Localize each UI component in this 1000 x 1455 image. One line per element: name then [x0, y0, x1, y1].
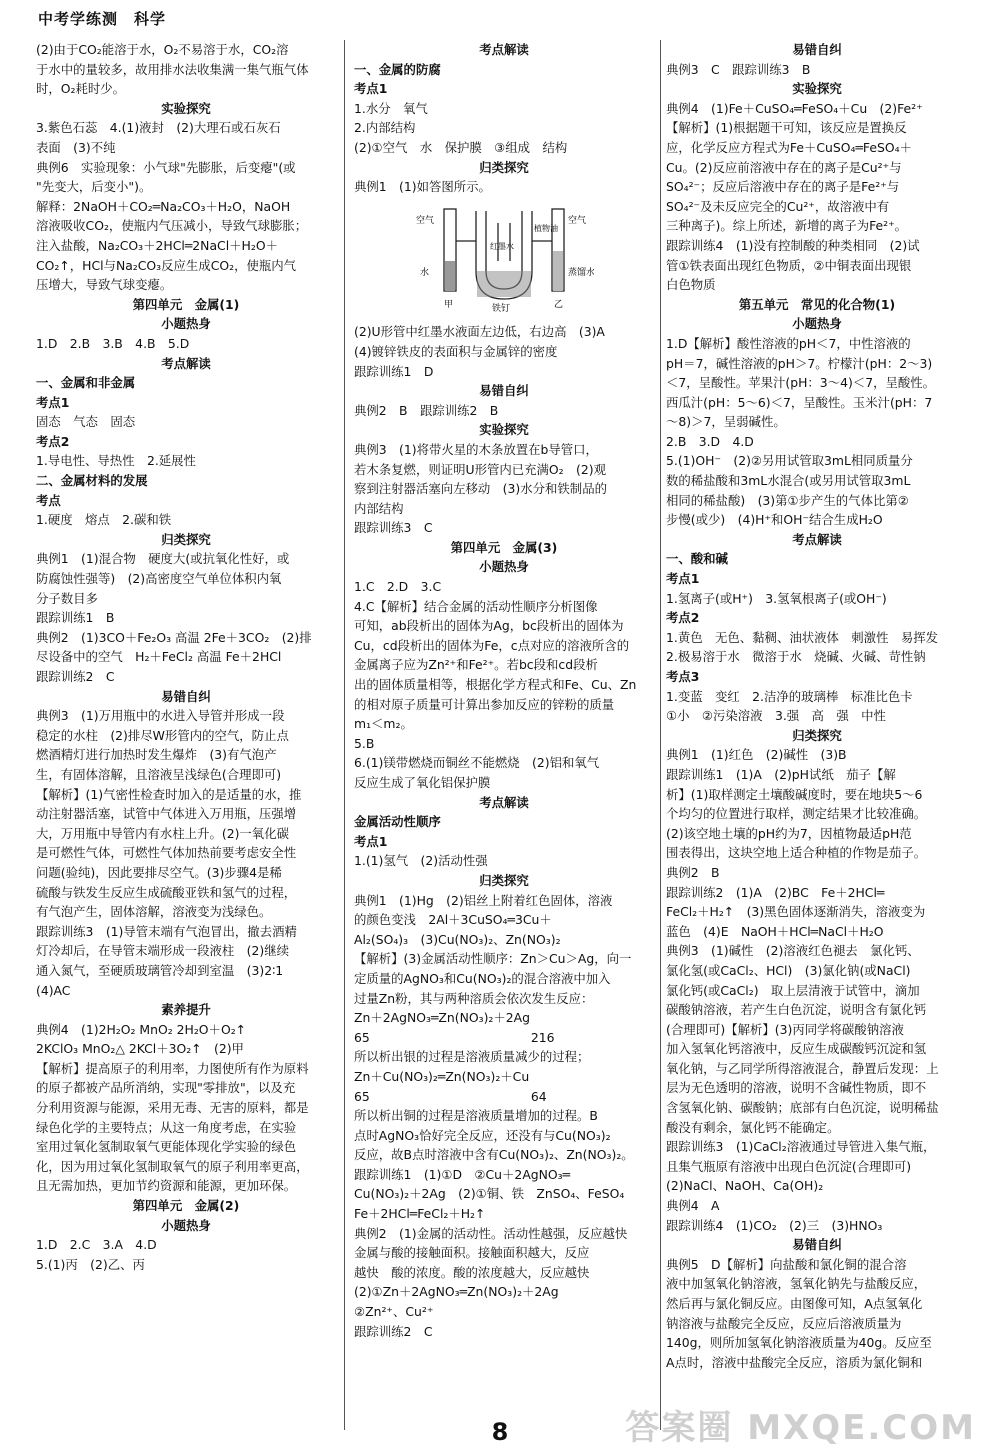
column-2-top: [354, 40, 654, 197]
text-line: (2)①Zn＋2AgNO₃═Zn(NO₃)₂＋2Ag: [354, 1284, 559, 1300]
text-line: 6.(1)镁带燃烧而铜丝不能燃烧 (2)铝和氧气: [354, 755, 600, 771]
text-line: 大，万用瓶中导管内有水柱上升。(2)一氧化碳: [36, 825, 289, 841]
text-line: ＜7，呈酸性。苹果汁(pH：3～4)＜7，呈酸性。: [666, 375, 936, 391]
text-line: 所以析出铜的过程是溶液质量增加的过程。B: [354, 1108, 598, 1124]
text-line: 尽设备中的空气 H₂＋FeCl₂ 高温 Fe＋2HCl: [36, 649, 282, 665]
text-line: 金属活动性顺序: [354, 814, 441, 830]
text-line: 跟踪训练3 (1)导管末端有气泡冒出，撤去酒精: [36, 923, 297, 939]
text-line: Cu。(2)反应前溶液中存在的离子是Cu²⁺与: [666, 159, 902, 175]
text-line: 的颜色变浅 2Al＋3CuSO₄═3Cu＋: [354, 912, 552, 928]
text-line: 跟踪训练4 (1)没有控制酸的种类相同 (2)试: [666, 237, 920, 253]
text-line: 内部结构: [354, 500, 404, 516]
text-line: 【解析】提高原子的利用率，力图使所有作为原料: [36, 1060, 309, 1076]
text-line: 典例1 (1)如答图所示。: [354, 179, 491, 195]
label-water: 水: [420, 267, 430, 278]
label-jia: 甲: [444, 299, 454, 310]
text-line: 反应生成了氧化铝保护膜: [354, 775, 491, 790]
text-line: 典例4 (1)2H₂O₂ MnO₂ 2H₂O＋O₂↑: [36, 1021, 247, 1037]
text-line: 2.极易溶于水 微溶于水 烧碱、火碱、苛性钠: [666, 649, 926, 665]
section-heading: 小题热身: [792, 316, 842, 332]
text-line: 化，因为用过氧化氢制取氧气的原子利用率更高，: [36, 1158, 309, 1174]
text-line: 分利用资源与能源，采用无毒、无害的原料，都是: [36, 1100, 309, 1116]
text-line: 氯化钙(或CaCl₂) 取上层清液于试管中，滴加: [666, 982, 920, 998]
text-line: 然后再与氯化铜反应。由图像可知，A点氢氧化: [666, 1296, 923, 1311]
text-line: Cu，cd段析出的固体为Fe，c点对应的溶液所含的: [354, 637, 630, 653]
text-line: 5.B: [354, 735, 375, 751]
column-2-bottom: [354, 322, 654, 1341]
text-line: 解释：2NaOH＋CO₂═Na₂CO₃＋H₂O，NaOH: [36, 198, 291, 214]
section-heading: 易错自纠: [792, 1237, 842, 1253]
text-line: (合理即可)【解析】(3)丙同学将碳酸钠溶液: [666, 1021, 904, 1037]
section-heading: 小题热身: [161, 1217, 211, 1233]
text-line: 于水中的量较多，故用排水法收集满一集气瓶气体: [36, 61, 309, 77]
section-heading: 易错自纠: [792, 42, 842, 57]
text-line: ～8)＞7，呈弱碱性。: [666, 414, 786, 430]
text-line: FeCl₂＋H₂↑ (3)黑色固体逐渐消失，溶液变为: [666, 904, 926, 920]
text-line: CO₂↑，HCl与Na₂CO₃反应生成CO₂，使瓶内气: [36, 257, 297, 273]
text-line: SO₄²⁻；反应后溶液中存在的离子是Fe²⁺与: [666, 179, 900, 195]
text-line: 考点2: [36, 433, 70, 449]
label-air-left: 空气: [416, 215, 435, 226]
text-line: 越快 酸的浓度。酸的浓度越大，反应越快: [354, 1264, 590, 1280]
text-line: A点时，溶液中盐酸完全反应，溶质为氯化铜和: [666, 1354, 923, 1370]
text-line: 所以析出银的过程是溶液质量减少的过程；: [354, 1049, 590, 1065]
text-line: 是可燃性气体，可燃性气体加热前要考虑安全性: [36, 845, 297, 861]
text-line: (2)该空地土壤的pH约为7，因植物最适pH范: [666, 825, 912, 841]
text-line: Al₂(SO₄)₃ (3)Cu(NO₃)₂、Zn(NO₃)₂: [354, 931, 561, 947]
text-line: 步慢(或少) (4)H⁺和OH⁻结合生成H₂O: [666, 512, 883, 528]
text-line: 1.氢离子(或H⁺) 3.氢氧根离子(或OH⁻): [666, 590, 887, 606]
page-number: 8: [491, 1418, 509, 1446]
text-line: pH＝7，碱性溶液的pH＞7。柠檬汁(pH：2～3): [666, 355, 933, 371]
text-line: 跟踪训练3 C: [354, 520, 433, 536]
text-line: 问题(验纯)，因此要排尽空气。(3)步骤4是稀: [36, 864, 282, 880]
text-line: 个均匀的位置进行取样，测定结果才比较准确。: [666, 806, 927, 822]
text-line: 考点3: [666, 669, 700, 684]
section-heading: 归类探究: [479, 872, 529, 888]
text-line: 【解析】(1)根据题干可知，该反应是置换反: [666, 120, 907, 136]
text-line: 考点1: [354, 81, 388, 97]
text-line: 析】(1)取样测定土壤酸碱度时，要在地块5～6: [666, 786, 923, 802]
text-line: 二、金属材料的发展: [36, 473, 148, 489]
text-line: 典例3 C 跟踪训练3 B: [666, 61, 811, 77]
text-line: 1.导电性、导热性 2.延展性: [36, 453, 196, 469]
text-line: 灯冷却后，在导管末端形成一段液柱 (2)继续: [36, 943, 289, 959]
text-line: 察到注射器活塞向左移动 (3)水分和铁制品的: [354, 481, 607, 497]
watermark: 答案圈 MXQE.COM: [625, 1408, 976, 1448]
text-line: 典例2 B 跟踪训练2 B: [354, 402, 499, 418]
text-line: 固态 气态 固态: [36, 414, 136, 430]
text-line: ①小 ②污染溶液 3.强 高 强 中性: [666, 708, 886, 724]
text-line: 加入氢氧化钙溶液中，反应生成碳酸钙沉淀和氢: [666, 1041, 927, 1057]
text-line: 且无需加热，更加节约资源和能源，更加环保。: [36, 1178, 297, 1194]
text-line: 过量Zn粉，其与两种溶质会依次发生反应：: [354, 990, 594, 1006]
column-divider: [660, 40, 661, 1430]
u-tube-diagram: [414, 201, 594, 313]
section-heading: 易错自纠: [479, 383, 529, 399]
column-divider: [344, 40, 345, 1430]
text-line: 跟踪训练1 B: [36, 610, 115, 626]
text-line: ②Zn²⁺、Cu²⁺: [354, 1304, 434, 1320]
text-line: 1.硬度 熔点 2.碳和铁: [36, 512, 172, 528]
text-line: 5.(1)OH⁻ (2)②另用试管取3mL相同质量分: [666, 453, 913, 469]
text-line: 2KClO₃ MnO₂△ 2KCl＋3O₂↑ (2)甲: [36, 1041, 244, 1057]
text-line: m₁＜m₂。: [354, 716, 413, 732]
text-line: 2.内部结构: [354, 120, 416, 136]
text-line: 【解析】(1)气密性检查时加入的是适量的水，推: [36, 786, 302, 802]
text-line: SO₄²⁻及未反应完全的Cu²⁺，故溶液中有: [666, 198, 890, 214]
text-line: 典例1 (1)红色 (2)碱性 (3)B: [666, 747, 847, 763]
label-nail: 铁钉: [492, 303, 511, 313]
text-line: 定质量的AgNO₃和Cu(NO₃)₂的混合溶液中加入: [354, 970, 611, 986]
text-line: 4.C【解析】结合金属的活动性顺序分析图像: [354, 598, 598, 614]
text-line: 典例1 (1)混合物 硬度大(或抗氧化性好，或: [36, 551, 290, 567]
text-line: 1.D 2.C 3.A 4.D: [36, 1237, 157, 1253]
text-line: (2)①空气 水 保护膜 ③组成 结构: [354, 139, 568, 155]
text-line: 且集气瓶原有溶液中出现白色沉淀(合理即可): [666, 1158, 912, 1174]
text-line: 典例4 A: [666, 1198, 720, 1214]
text-line: (2)U形管中红墨水液面左边低，右边高 (3)A: [354, 324, 605, 340]
text-line: 65 64: [354, 1088, 547, 1104]
page-header: 中考学练测 科学: [38, 10, 167, 28]
text-line: 1.D 2.B 3.B 4.B 5.D: [36, 335, 190, 351]
section-heading: 归类探究: [479, 159, 529, 175]
section-heading: 实验探究: [161, 100, 211, 116]
text-line: 【解析】(3)金属活动性顺序：Zn＞Cu＞Ag，向一: [354, 951, 632, 967]
text-line: 通入氮气，至硬质玻璃管冷却到室温 (3)2∶1: [36, 962, 284, 978]
section-heading: 归类探究: [792, 727, 842, 743]
text-line: (2)由于CO₂能溶于水，O₂不易溶于水，CO₂溶: [36, 42, 289, 57]
text-line: 一、酸和碱: [666, 551, 728, 567]
text-line: 燃酒精灯进行加热时发生爆炸 (3)有气泡产: [36, 747, 277, 763]
text-line: 典例2 (1)3CO＋Fe₂O₃ 高温 2Fe＋3CO₂ (2)排: [36, 629, 312, 645]
label-distilled-water: 蒸馏水: [568, 267, 594, 278]
text-line: 动注射器活塞，试管中气体进入万用瓶，压强增: [36, 806, 297, 822]
text-line: 典例1 (1)Hg (2)铝丝上附着红色固体，溶液: [354, 892, 613, 908]
text-line: 室用过氧化氢制取氧气更能体现化学实验的绿色: [36, 1139, 297, 1155]
section-heading: 实验探究: [479, 422, 529, 438]
text-line: 1.D【解析】酸性溶液的pH＜7，中性溶液的: [666, 335, 911, 351]
text-line: 的相对原子质量可计算出参加反应的锌粉的质量: [354, 696, 615, 712]
text-line: 反应，故B点时溶液中含有Cu(NO₃)₂、Zn(NO₃)₂。: [354, 1147, 634, 1163]
text-line: 考点1: [666, 571, 700, 587]
text-line: 氯化氢(或CaCl₂、HCl) (3)氯化钠(或NaCl): [666, 962, 911, 978]
label-red-ink: 红墨水: [490, 241, 514, 251]
column-3: [666, 40, 968, 1420]
text-line: 金属离子应为Zn²⁺和Fe²⁺。若bc段和cd段析: [354, 657, 598, 673]
section-heading: 小题热身: [479, 559, 529, 575]
text-line: 有气泡产生，固体溶解，溶液变为浅绿色。: [36, 904, 272, 920]
text-line: 三种离子)。综上所述，新增的离子为Fe²⁺。: [666, 218, 908, 234]
text-line: Zn＋2AgNO₃═Zn(NO₃)₂＋2Ag: [354, 1010, 530, 1026]
text-line: 若木条复燃，则证明U形管内已充满O₂ (2)观: [354, 461, 606, 477]
text-line: 白色物质: [666, 277, 716, 293]
text-line: 跟踪训练1 (1)①D ②Cu＋2AgNO₃═: [354, 1166, 571, 1182]
text-line: "先变大，后变小")。: [36, 179, 152, 195]
text-line: 西瓜汁(pH：5～6)＜7，呈酸性。玉米汁(pH：7: [666, 394, 933, 410]
text-line: 一、金属的防腐: [354, 61, 441, 77]
section-heading: 考点解读: [479, 42, 529, 57]
text-line: (4)AC: [36, 982, 71, 998]
column-1: [36, 40, 336, 1420]
text-line: 硫酸与铁发生反应生成硫酸亚铁和氢气的过程，: [36, 884, 297, 900]
text-line: 表面 (3)不纯: [36, 139, 116, 155]
section-heading: 考点解读: [479, 794, 529, 810]
text-line: 时，O₂耗时少。: [36, 81, 126, 97]
text-line: 层为无色透明的溶液，说明不含碱性物质，即不: [666, 1080, 927, 1096]
text-line: 含氢氧化钠、碳酸钠；底部有白色沉淀，说明稀盐: [666, 1100, 939, 1116]
column-2: [354, 40, 654, 1420]
text-line: 1.变蓝 变红 2.洁净的玻璃棒 标准比色卡: [666, 688, 913, 704]
text-line: 酸没有剩余，氯化钙不能确定。: [666, 1119, 840, 1135]
text-line: 跟踪训练2 C: [36, 669, 115, 684]
text-line: 跟踪训练1 D: [354, 363, 434, 379]
text-line: 1.黄色 无色、黏稠、油状液体 刺激性 易挥发: [666, 629, 939, 645]
text-line: 绿色化学的主要特点；从这一角度考虑，在实验: [36, 1119, 297, 1135]
section-heading: 素养提升: [161, 1002, 211, 1018]
text-line: (2)NaCl、NaOH、Ca(OH)₂: [666, 1178, 824, 1194]
label-oil: 植物油: [534, 223, 558, 233]
section-heading: 易错自纠: [161, 688, 211, 704]
text-line: 围表得出，这块空地上适合种植的作物是茄子。: [666, 845, 927, 861]
text-line: 1.C 2.D 3.C: [354, 579, 442, 595]
section-heading: 考点解读: [161, 355, 211, 371]
section-heading: 考点解读: [792, 531, 842, 547]
text-line: 典例2 B: [666, 864, 720, 880]
text-line: 氧化钠，与乙同学所得溶液混合，静置后发现：上: [666, 1060, 939, 1076]
text-line: 跟踪训练2 (1)A (2)BC Fe＋2HCl═: [666, 884, 885, 900]
text-line: Fe＋2HCl═FeCl₂＋H₂↑: [354, 1206, 486, 1222]
text-line: 可知，ab段析出的固体为Ag，bc段析出的固体为: [354, 618, 624, 634]
text-line: 1.水分 氧气: [354, 100, 428, 116]
section-heading: 小题热身: [161, 316, 211, 332]
text-line: 跟踪训练3 (1)CaCl₂溶液通过导管进入集气瓶，: [666, 1139, 936, 1155]
text-line: 管①铁表面出现红色物质，②中铜表面出现银: [666, 257, 912, 273]
text-line: 典例3 (1)碱性 (2)溶液红色褪去 氯化钙、: [666, 943, 920, 959]
text-line: 防腐蚀性强等) (2)高密度空气单位体积内氧: [36, 571, 282, 587]
text-line: 65 216: [354, 1029, 555, 1045]
text-line: 2.B 3.D 4.D: [666, 433, 754, 449]
text-line: 考点2: [666, 610, 700, 626]
text-line: 考点1: [36, 394, 70, 410]
section-heading: 第四单元 金属(3): [450, 539, 558, 555]
text-line: 蓝色 (4)E NaOH＋HCl═NaCl＋H₂O: [666, 923, 884, 939]
text-line: 钠溶液与盐酸完全反应，反应后溶液质量为: [666, 1315, 902, 1331]
text-line: 点时AgNO₃恰好完全反应，还没有与Cu(NO₃)₂: [354, 1127, 611, 1143]
text-line: 典例3 (1)将带火星的木条放置在b导管口，: [354, 441, 598, 457]
text-line: 碳酸钠溶液，若产生白色沉淀，说明含有氯化钙: [666, 1002, 927, 1018]
text-line: 跟踪训练4 (1)CO₂ (2)三 (3)HNO₃: [666, 1217, 883, 1233]
text-line: 5.(1)丙 (2)乙、丙: [36, 1256, 145, 1272]
text-line: Cu(NO₃)₂＋2Ag (2)①铜、铁 ZnSO₄、FeSO₄: [354, 1186, 625, 1202]
section-heading: 第四单元 金属(1): [132, 296, 240, 312]
text-line: 典例4 (1)Fe＋CuSO₄═FeSO₄＋Cu (2)Fe²⁺: [666, 100, 923, 116]
text-line: 典例3 (1)万用瓶中的水进入导管并形成一段: [36, 708, 285, 724]
text-line: 140g，则所加氢氧化钠溶液质量为40g。反应至: [666, 1335, 932, 1351]
text-line: 溶液吸收CO₂，使瓶内气压减小，导致气球膨胀；: [36, 218, 308, 234]
text-line: 压增大，导致气球变瘪。: [36, 277, 173, 293]
text-line: 典例5 D【解析】向盐酸和氯化铜的混合溶: [666, 1256, 907, 1272]
text-line: 一、金属和非金属: [36, 375, 136, 391]
section-heading: 归类探究: [161, 531, 211, 547]
section-heading: 实验探究: [792, 81, 842, 97]
text-line: 相同的稀盐酸) (3)第①步产生的气体比第②: [666, 492, 909, 508]
text-line: 分子数目多: [36, 590, 98, 606]
text-line: 生，有固体溶解，且溶液呈浅绿色(合理即可): [36, 766, 282, 782]
text-line: 稳定的水柱 (2)排尽W形管内的空气，防止点: [36, 727, 289, 743]
text-line: 跟踪训练1 (1)A (2)pH试纸 茄子【解: [666, 766, 896, 782]
text-line: 3.紫色石蕊 4.(1)液封 (2)大理石或石灰石: [36, 120, 281, 136]
text-line: 数的稀盐酸和3mL水混合(或另用试管取3mL: [666, 473, 911, 489]
text-line: Zn＋Cu(NO₃)₂═Zn(NO₃)₂＋Cu: [354, 1068, 530, 1084]
text-line: 考点: [36, 492, 61, 508]
text-line: 典例2 (1)金属的活动性。活动性越强，反应越快: [354, 1225, 628, 1241]
text-line: 考点1: [354, 833, 388, 849]
section-heading: 第五单元 常见的化合物(1): [738, 296, 896, 312]
text-line: 1.(1)氢气 (2)活动性强: [354, 853, 488, 869]
text-line: 出的固体质量相等，根据化学方程式和Fe、Cu、Zn: [354, 677, 637, 693]
text-line: 应，化学反应方程式为Fe＋CuSO₄═FeSO₄＋: [666, 139, 912, 155]
label-air-right: 空气: [568, 215, 587, 226]
text-line: 跟踪训练2 C: [354, 1323, 433, 1339]
text-line: 金属与酸的接触面积。接触面积越大，反应: [354, 1245, 590, 1261]
text-line: 典例6 实验现象：小气球"先膨胀，后变瘪"(或: [36, 159, 296, 175]
text-line: 注入盐酸，Na₂CO₃＋2HCl═2NaCl＋H₂O＋: [36, 237, 278, 253]
text-line: (4)镀锌铁皮的表面积与金属锌的密度: [354, 343, 558, 359]
text-line: 的原子都被产品所消纳，实现"零排放"，以及充: [36, 1080, 296, 1096]
section-heading: 第四单元 金属(2): [132, 1198, 240, 1214]
text-line: 液中加氢氧化钠溶液，氢氧化钠先与盐酸反应，: [666, 1276, 927, 1292]
label-yi: 乙: [554, 299, 564, 310]
